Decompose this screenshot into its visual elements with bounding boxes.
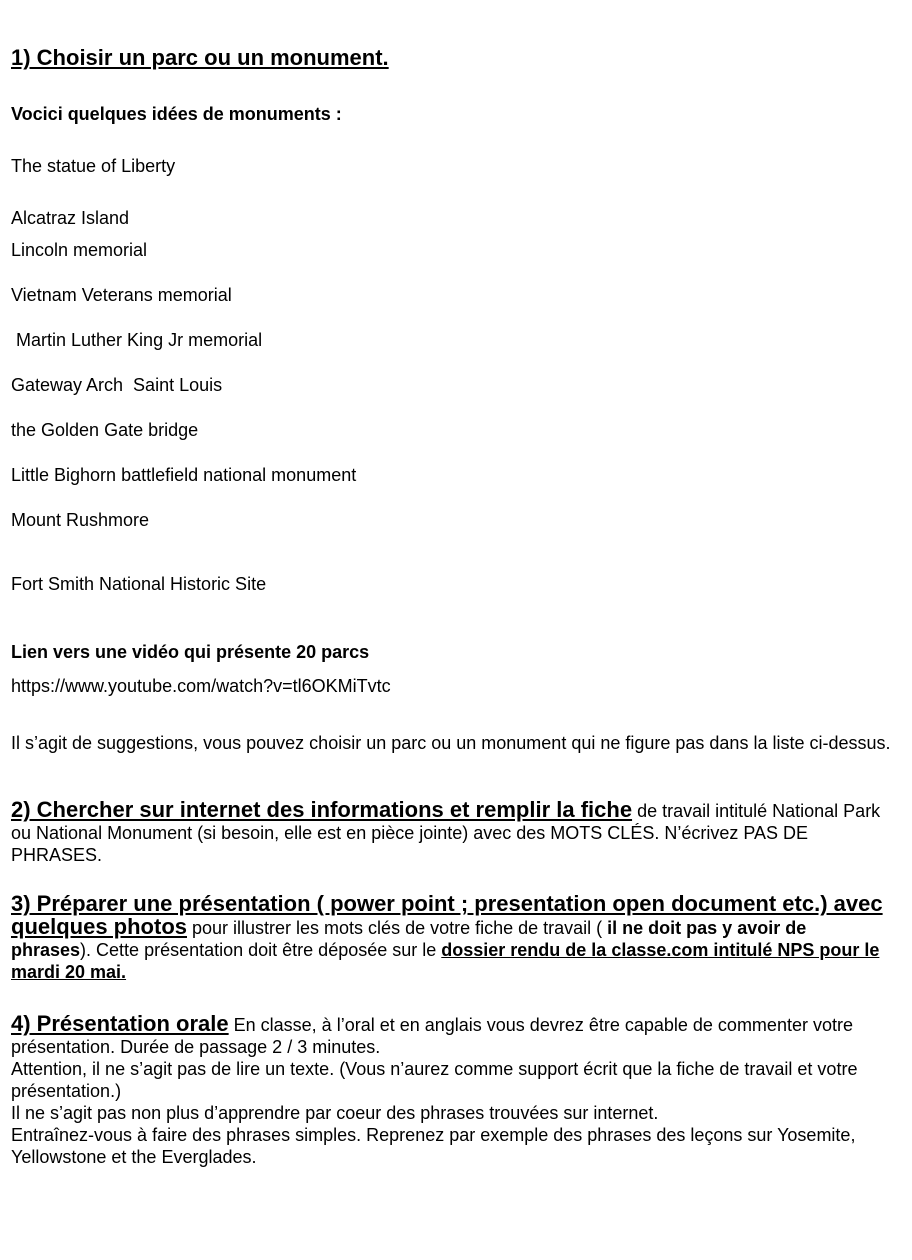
monument-item: The statue of Liberty: [11, 156, 176, 176]
section-3-deadline: dossier rendu de la classe.com intitulé NPS pour le mardi 20 mai.: [11, 940, 880, 982]
section-4-intro: En classe, à l’oral et en anglais vous devrez être capable de commenter votre présentation. Durée de passage 2 / 3 minutes.: [11, 1015, 853, 1057]
monument-item: the Golden Gate bridge: [11, 420, 199, 440]
section-4-heading: 4) Présentation orale: [11, 1011, 229, 1036]
section-1-title: 1) Choisir un parc ou un monument.: [11, 45, 389, 70]
section-2-text: de travail intitulé National Park ou National Monument (si besoin, elle est en pièce jointe) avec des MOTS CLÉS. N’écrivez PAS DE PHRASES.: [11, 801, 881, 865]
monument-item: Alcatraz Island: [11, 208, 130, 228]
monuments-subtitle: Vocici quelques idées de monuments :: [11, 104, 342, 124]
monument-item: Martin Luther King Jr memorial: [11, 330, 263, 350]
monument-item: Little Bighorn battlefield national monument: [11, 465, 357, 485]
section-2-heading: 2) Chercher sur internet des informations et remplir la fiche: [11, 797, 633, 822]
monument-item: Mount Rushmore: [11, 510, 150, 530]
monument-item: Lincoln memorial: [11, 240, 148, 260]
section-3-text-2: ). Cette présentation doit être déposée sur le: [80, 940, 442, 960]
section-3-text-1: pour illustrer les mots clés de votre fiche de travail (: [187, 918, 608, 938]
section-4: [11, 1013, 891, 1168]
section-4-line-4: Entraînez-vous à faire des phrases simples. Reprenez par exemple des phrases des leçons sur Yosemite, Yellowstone et the Everglades.: [11, 1125, 856, 1167]
monument-item: Gateway Arch Saint Louis: [11, 375, 223, 395]
video-label: Lien vers une vidéo qui présente 20 parcs: [11, 642, 370, 662]
section-3: [11, 893, 891, 983]
section-4-line-3: Il ne s’agit pas non plus d’apprendre par coeur des phrases trouvées sur internet.: [11, 1103, 659, 1123]
section-3-heading: 3) Préparer une présentation ( power point ; presentation open document etc.) avec quelques photos: [11, 891, 883, 939]
section-4-line-2: Attention, il ne s’agit pas de lire un texte. (Vous n’aurez comme support écrit que la fiche de travail et votre présentation.): [11, 1059, 858, 1101]
suggestion-note: Il s’agit de suggestions, vous pouvez choisir un parc ou un monument qui ne figure pas dans la liste ci-dessus.: [11, 733, 891, 753]
monument-item: Vietnam Veterans memorial: [11, 285, 232, 305]
section-3-bold-note: il ne doit pas y avoir de phrases: [11, 918, 807, 960]
video-link[interactable]: https://www.youtube.com/watch?v=tl6OKMiTvtc: [11, 676, 391, 696]
monument-item: Fort Smith National Historic Site: [11, 574, 267, 594]
section-2: [11, 799, 891, 866]
